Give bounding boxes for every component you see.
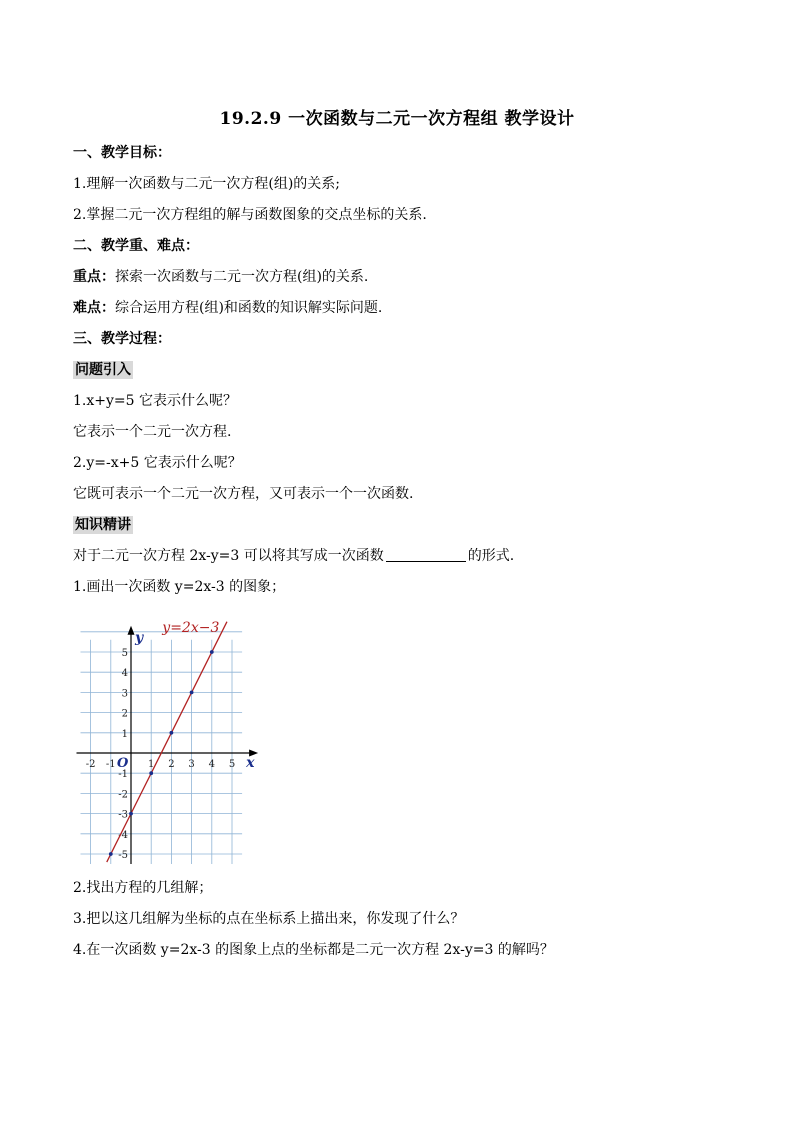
key-points-heading: 二、教学重、难点： (73, 238, 199, 254)
data-point (190, 691, 194, 695)
knowledge-step-3: 3.把以这几组解为坐标的点在坐标系上描出来，你发现了什么？ (73, 911, 465, 927)
knowledge-intro-text: 对于二元一次方程 2x-y=3 可以将其写成一次函数 (73, 548, 384, 564)
goal-2: 2.掌握二元一次方程组的解与函数图象的交点坐标的关系. (73, 207, 427, 223)
origin-label: O (117, 756, 129, 771)
x-tick-label: 4 (208, 759, 215, 770)
function-graph (70, 612, 270, 864)
x-tick-label: -2 (85, 759, 96, 770)
intro-tag-line (73, 360, 133, 380)
y-tick-label: -1 (118, 769, 128, 781)
y-tick-label: 3 (121, 688, 128, 700)
goals-heading: 一、教学目标： (73, 145, 171, 161)
data-point (109, 852, 113, 856)
function-label: y=2x−3 (162, 619, 220, 636)
question-2: 2.y=-x+5 它表示什么呢？ (73, 455, 242, 471)
x-tick-label: -1 (105, 759, 116, 770)
y-tick-label: 1 (121, 728, 128, 740)
data-point (170, 731, 174, 735)
document-title: 19.2.9 一次函数与二元一次方程组 教学设计 (219, 109, 575, 129)
knowledge-tag: 知识精讲 (75, 517, 131, 533)
question-1: 1.x+y=5 它表示什么呢？ (73, 393, 237, 409)
y-tick-label: -3 (118, 809, 128, 821)
y-tick-label: 5 (121, 648, 128, 659)
y-tick-label: -4 (118, 829, 128, 841)
y-tick-label: 4 (121, 668, 128, 680)
x-tick-label: 5 (228, 759, 236, 770)
x-tick-label: 1 (148, 759, 155, 770)
data-point (129, 812, 133, 816)
knowledge-step-2: 2.找出方程的几组解； (73, 880, 213, 896)
key-point-label: 重点： (73, 269, 115, 285)
data-point (149, 771, 153, 775)
y-axis-label: y (135, 629, 144, 646)
x-axis-label: x (246, 755, 255, 771)
key-point-line (73, 267, 368, 287)
knowledge-step-4: 4.在一次函数 y=2x-3 的图象上点的坐标都是二元一次方程 2x-y=3 的解吗？ (73, 942, 554, 958)
key-point-text: 探索一次函数与二元一次方程(组)的关系. (115, 269, 369, 285)
difficult-point-line (73, 298, 382, 318)
knowledge-intro-suffix: 的形式. (467, 548, 515, 564)
goal-1: 1.理解一次函数与二元一次方程(组)的关系; (73, 176, 340, 192)
knowledge-step-1: 1.画出一次函数 y=2x-3 的图象； (73, 579, 286, 595)
data-point (210, 650, 214, 654)
x-tick-label: 2 (168, 759, 175, 770)
difficult-point-text: 综合运用方程(组)和函数的知识解实际问题. (115, 300, 383, 316)
difficult-point-label: 难点： (73, 300, 115, 316)
y-tick-label: -5 (118, 850, 128, 861)
process-heading: 三、教学过程： (73, 331, 171, 347)
answer-2: 它既可表示一个二元一次方程，又可表示一个一次函数. (73, 486, 414, 502)
y-tick-label: -2 (118, 789, 128, 801)
knowledge-intro (73, 546, 514, 566)
fill-in-blank[interactable] (386, 547, 466, 562)
answer-1: 它表示一个二元一次方程. (73, 424, 232, 440)
y-tick-label: 2 (121, 708, 128, 720)
intro-tag: 问题引入 (75, 362, 131, 378)
knowledge-tag-line (73, 515, 133, 535)
y-axis-arrow (128, 626, 135, 635)
x-tick-label: 3 (188, 759, 195, 770)
